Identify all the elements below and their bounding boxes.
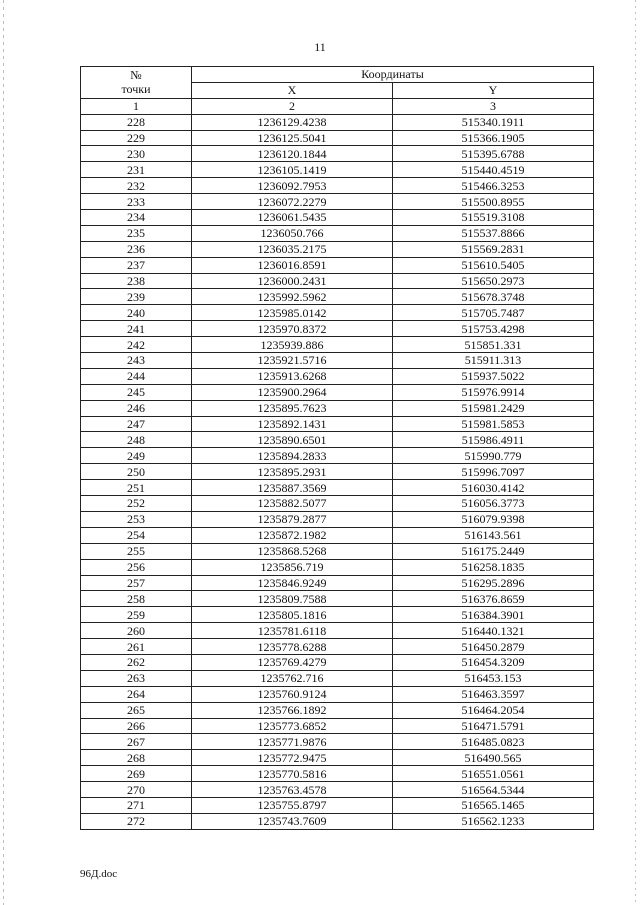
y-coordinate-cell: 515519.3108 xyxy=(393,210,594,226)
y-coordinate-cell: 516030.4142 xyxy=(393,480,594,496)
y-coordinate-cell: 515911.313 xyxy=(393,353,594,369)
y-coordinate-cell: 516564.5344 xyxy=(393,782,594,798)
point-number-cell: 260 xyxy=(81,623,192,639)
point-number-word: точки xyxy=(121,82,151,97)
table-row xyxy=(81,305,594,321)
table-row xyxy=(81,464,594,480)
x-coordinate-cell: 1235781.6118 xyxy=(192,623,393,639)
point-number-cell: 242 xyxy=(81,337,192,353)
table-row xyxy=(81,114,594,130)
table-row xyxy=(81,718,594,734)
point-number-cell: 231 xyxy=(81,162,192,178)
x-coordinate-cell: 1236000.2431 xyxy=(192,273,393,289)
point-number-cell: 248 xyxy=(81,432,192,448)
table-row xyxy=(81,670,594,686)
x-coordinate-cell: 1235846.9249 xyxy=(192,575,393,591)
point-number-cell: 257 xyxy=(81,575,192,591)
table-row xyxy=(81,448,594,464)
table-row xyxy=(81,734,594,750)
y-coordinate-cell: 516175.2449 xyxy=(393,543,594,559)
x-coordinate-cell: 1235900.2964 xyxy=(192,384,393,400)
table-row xyxy=(81,194,594,210)
y-coordinate-cell: 516376.8659 xyxy=(393,591,594,607)
x-coordinate-cell: 1235895.7623 xyxy=(192,400,393,416)
y-coordinate-cell: 515466.3253 xyxy=(393,178,594,194)
point-number-cell: 270 xyxy=(81,782,192,798)
page-number: 11 xyxy=(314,40,326,54)
table-row xyxy=(81,623,594,639)
y-coordinate-cell: 516490.565 xyxy=(393,750,594,766)
y-coordinate-cell: 515981.5853 xyxy=(393,416,594,432)
x-coordinate-cell: 1235763.4578 xyxy=(192,782,393,798)
table-row xyxy=(81,639,594,655)
point-number-cell: 267 xyxy=(81,734,192,750)
table-row xyxy=(81,702,594,718)
y-coordinate-cell: 515996.7097 xyxy=(393,464,594,480)
point-number-cell: 255 xyxy=(81,543,192,559)
table-row xyxy=(81,289,594,305)
point-number-cell: 253 xyxy=(81,511,192,527)
point-number-cell: 233 xyxy=(81,194,192,210)
x-coordinate-cell: 1236125.5041 xyxy=(192,130,393,146)
point-number-cell: 230 xyxy=(81,146,192,162)
x-coordinate-cell: 1236072.2279 xyxy=(192,194,393,210)
y-coordinate-cell: 516295.2896 xyxy=(393,575,594,591)
y-coordinate-cell: 516562.1233 xyxy=(393,813,594,829)
x-coordinate-cell: 1236092.7953 xyxy=(192,178,393,194)
point-number-cell: 236 xyxy=(81,241,192,257)
point-number-cell: 269 xyxy=(81,766,192,782)
table-row xyxy=(81,813,594,829)
point-number-cell: 246 xyxy=(81,400,192,416)
point-number-cell: 239 xyxy=(81,289,192,305)
x-coordinate-cell: 1235771.9876 xyxy=(192,734,393,750)
x-coordinate-cell: 1236105.1419 xyxy=(192,162,393,178)
point-number-cell: 252 xyxy=(81,496,192,512)
y-coordinate-cell: 515705.7487 xyxy=(393,305,594,321)
point-number-cell: 245 xyxy=(81,384,192,400)
y-coordinate-cell: 516079.9398 xyxy=(393,511,594,527)
x-coordinate-cell: 1235879.2877 xyxy=(192,511,393,527)
table-row xyxy=(81,480,594,496)
point-number-header xyxy=(81,67,192,99)
table-row xyxy=(81,591,594,607)
table-row xyxy=(81,257,594,273)
point-number-cell: 235 xyxy=(81,225,192,241)
table-row xyxy=(81,384,594,400)
point-number-symbol: № xyxy=(130,68,142,83)
coordinates-table xyxy=(80,66,594,830)
y-coordinate-cell: 516143.561 xyxy=(393,527,594,543)
y-coordinate-cell: 516471.5791 xyxy=(393,718,594,734)
point-number-cell: 264 xyxy=(81,686,192,702)
table-row xyxy=(81,654,594,670)
point-number-cell: 256 xyxy=(81,559,192,575)
y-coordinate-cell: 516551.0561 xyxy=(393,766,594,782)
scan-edge-left xyxy=(3,0,4,905)
coordinates-header: Координаты xyxy=(192,67,594,83)
point-number-cell: 243 xyxy=(81,353,192,369)
x-coordinate-cell: 1235778.6288 xyxy=(192,639,393,655)
table-row xyxy=(81,368,594,384)
x-coordinate-cell: 1235766.1892 xyxy=(192,702,393,718)
y-header: Y xyxy=(393,82,594,98)
table-row xyxy=(81,178,594,194)
point-number-cell: 232 xyxy=(81,178,192,194)
x-coordinate-cell: 1235894.2833 xyxy=(192,448,393,464)
y-coordinate-cell: 515537.8866 xyxy=(393,225,594,241)
table-row xyxy=(81,337,594,353)
y-coordinate-cell: 515610.5405 xyxy=(393,257,594,273)
x-coordinate-cell: 1235868.5268 xyxy=(192,543,393,559)
y-coordinate-cell: 516258.1835 xyxy=(393,559,594,575)
point-number-cell: 263 xyxy=(81,670,192,686)
table-row xyxy=(81,543,594,559)
x-coordinate-cell: 1235970.8372 xyxy=(192,321,393,337)
table-row xyxy=(81,527,594,543)
table-row xyxy=(81,146,594,162)
point-number-cell: 271 xyxy=(81,797,192,813)
x-coordinate-cell: 1235895.2931 xyxy=(192,464,393,480)
footer-filename: 96Д.doc xyxy=(80,868,118,880)
y-coordinate-cell: 515440.4519 xyxy=(393,162,594,178)
scan-edge-right xyxy=(635,0,636,905)
point-number-cell: 266 xyxy=(81,718,192,734)
y-coordinate-cell: 516384.3901 xyxy=(393,607,594,623)
x-coordinate-cell: 1235890.6501 xyxy=(192,432,393,448)
point-number-cell: 247 xyxy=(81,416,192,432)
table-row xyxy=(81,766,594,782)
x-header: X xyxy=(192,82,393,98)
table-row xyxy=(81,496,594,512)
x-coordinate-cell: 1235772.9475 xyxy=(192,750,393,766)
x-coordinate-cell: 1235769.4279 xyxy=(192,654,393,670)
y-coordinate-cell: 516056.3773 xyxy=(393,496,594,512)
y-coordinate-cell: 516565.1465 xyxy=(393,797,594,813)
y-coordinate-cell: 516453.153 xyxy=(393,670,594,686)
point-number-cell: 250 xyxy=(81,464,192,480)
x-coordinate-cell: 1235743.7609 xyxy=(192,813,393,829)
table-row xyxy=(81,432,594,448)
table-row xyxy=(81,511,594,527)
x-coordinate-cell: 1236129.4238 xyxy=(192,114,393,130)
y-coordinate-cell: 516463.3597 xyxy=(393,686,594,702)
x-coordinate-cell: 1235856.719 xyxy=(192,559,393,575)
y-coordinate-cell: 515753.4298 xyxy=(393,321,594,337)
x-coordinate-cell: 1235872.1982 xyxy=(192,527,393,543)
point-number-cell: 265 xyxy=(81,702,192,718)
point-number-cell: 241 xyxy=(81,321,192,337)
table-header xyxy=(81,67,594,115)
table-row xyxy=(81,750,594,766)
point-number-cell: 237 xyxy=(81,257,192,273)
point-number-cell: 238 xyxy=(81,273,192,289)
x-coordinate-cell: 1236050.766 xyxy=(192,225,393,241)
x-coordinate-cell: 1235992.5962 xyxy=(192,289,393,305)
table-row xyxy=(81,273,594,289)
x-coordinate-cell: 1236061.5435 xyxy=(192,210,393,226)
table-row xyxy=(81,797,594,813)
x-coordinate-cell: 1235760.9124 xyxy=(192,686,393,702)
x-coordinate-cell: 1236016.8591 xyxy=(192,257,393,273)
table-row xyxy=(81,241,594,257)
x-coordinate-cell: 1235770.5816 xyxy=(192,766,393,782)
y-coordinate-cell: 516464.2054 xyxy=(393,702,594,718)
y-coordinate-cell: 516485.0823 xyxy=(393,734,594,750)
y-coordinate-cell: 515569.2831 xyxy=(393,241,594,257)
point-number-cell: 234 xyxy=(81,210,192,226)
x-coordinate-cell: 1235939.886 xyxy=(192,337,393,353)
column-number-3: 3 xyxy=(393,98,594,114)
x-coordinate-cell: 1235773.6852 xyxy=(192,718,393,734)
point-number-cell: 258 xyxy=(81,591,192,607)
point-number-cell: 262 xyxy=(81,654,192,670)
x-coordinate-cell: 1235887.3569 xyxy=(192,480,393,496)
x-coordinate-cell: 1235809.7588 xyxy=(192,591,393,607)
y-coordinate-cell: 515678.3748 xyxy=(393,289,594,305)
point-number-cell: 261 xyxy=(81,639,192,655)
x-coordinate-cell: 1235913.6268 xyxy=(192,368,393,384)
column-number-2: 2 xyxy=(192,98,393,114)
x-coordinate-cell: 1236035.2175 xyxy=(192,241,393,257)
y-coordinate-cell: 515976.9914 xyxy=(393,384,594,400)
x-coordinate-cell: 1235985.0142 xyxy=(192,305,393,321)
x-coordinate-cell: 1235892.1431 xyxy=(192,416,393,432)
point-number-cell: 268 xyxy=(81,750,192,766)
table-body xyxy=(81,114,594,829)
x-coordinate-cell: 1236120.1844 xyxy=(192,146,393,162)
x-coordinate-cell: 1235755.8797 xyxy=(192,797,393,813)
point-number-cell: 259 xyxy=(81,607,192,623)
y-coordinate-cell: 516454.3209 xyxy=(393,654,594,670)
y-coordinate-cell: 515981.2429 xyxy=(393,400,594,416)
point-number-cell: 249 xyxy=(81,448,192,464)
table-row xyxy=(81,559,594,575)
y-coordinate-cell: 515990.779 xyxy=(393,448,594,464)
point-number-cell: 228 xyxy=(81,114,192,130)
table-row xyxy=(81,575,594,591)
x-coordinate-cell: 1235921.5716 xyxy=(192,353,393,369)
y-coordinate-cell: 515986.4911 xyxy=(393,432,594,448)
point-number-cell: 272 xyxy=(81,813,192,829)
y-coordinate-cell: 515851.331 xyxy=(393,337,594,353)
point-number-cell: 251 xyxy=(81,480,192,496)
point-number-cell: 244 xyxy=(81,368,192,384)
x-coordinate-cell: 1235805.1816 xyxy=(192,607,393,623)
table-row xyxy=(81,686,594,702)
x-coordinate-cell: 1235762.716 xyxy=(192,670,393,686)
table-row xyxy=(81,607,594,623)
table-row xyxy=(81,162,594,178)
y-coordinate-cell: 515340.1911 xyxy=(393,114,594,130)
table-row xyxy=(81,416,594,432)
point-number-cell: 254 xyxy=(81,527,192,543)
point-number-cell: 240 xyxy=(81,305,192,321)
x-coordinate-cell: 1235882.5077 xyxy=(192,496,393,512)
table-row xyxy=(81,225,594,241)
table-row xyxy=(81,321,594,337)
column-number-1: 1 xyxy=(81,98,192,114)
y-coordinate-cell: 515650.2973 xyxy=(393,273,594,289)
table-row xyxy=(81,130,594,146)
table-row xyxy=(81,210,594,226)
y-coordinate-cell: 515366.1905 xyxy=(393,130,594,146)
y-coordinate-cell: 515395.6788 xyxy=(393,146,594,162)
y-coordinate-cell: 516450.2879 xyxy=(393,639,594,655)
table-row xyxy=(81,782,594,798)
y-coordinate-cell: 515937.5022 xyxy=(393,368,594,384)
point-number-cell: 229 xyxy=(81,130,192,146)
table-row xyxy=(81,353,594,369)
table-row xyxy=(81,400,594,416)
y-coordinate-cell: 515500.8955 xyxy=(393,194,594,210)
y-coordinate-cell: 516440.1321 xyxy=(393,623,594,639)
